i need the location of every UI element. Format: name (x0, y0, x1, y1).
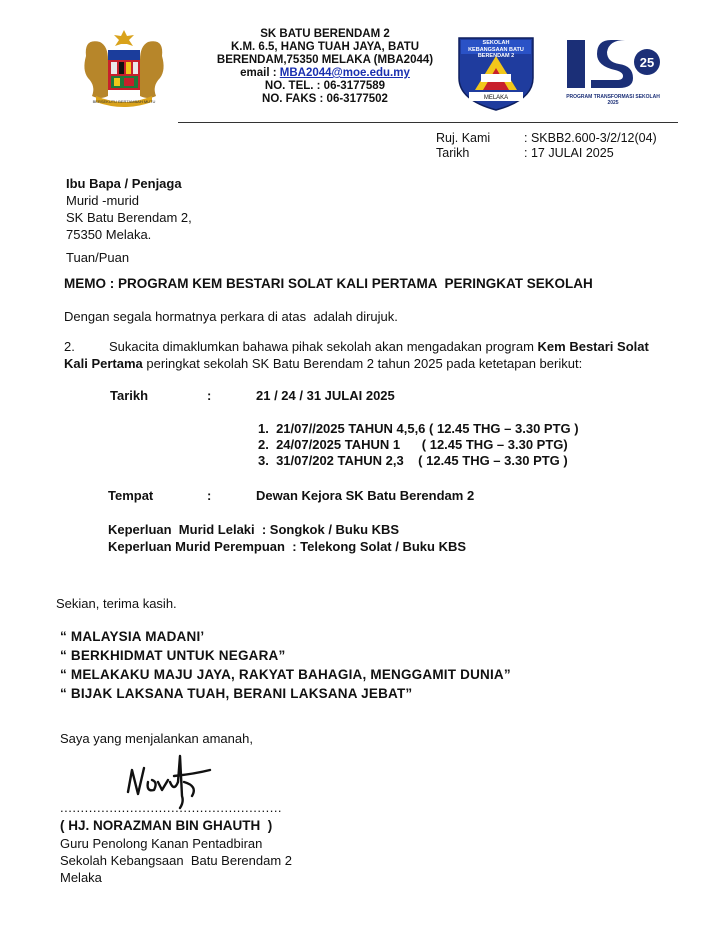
ref-ruj-label: Ruj. Kami (436, 131, 491, 145)
motto-line: “ BIJAK LAKSANA TUAH, BERANI LAKSANA JEBAT” (60, 686, 413, 701)
motto-line: “ MELAKAKU MAJU JAYA, RAKYAT BAHAGIA, MENGGAMIT DUNIA” (60, 667, 511, 682)
ref-date-label: Tarikh (436, 146, 470, 160)
schedule-place-label: Tempat (108, 488, 154, 503)
recipient-line-2: Murid -murid (66, 193, 139, 208)
paragraph-2-bold-b: Solat Kali Pertama (64, 339, 649, 371)
signature-block (60, 817, 292, 886)
school-logo (455, 34, 537, 112)
recipient-block (66, 175, 192, 243)
signature-dots: ...................................................... (60, 800, 283, 815)
paragraph-2-number: 2. (64, 339, 75, 354)
requirement-male: Keperluan Murid Lelaki : Songkok / Buku KBS (108, 522, 400, 537)
mottos (60, 627, 511, 703)
signatory-name: ( HJ. NORAZMAN BIN GHAUTH ) (60, 818, 273, 833)
school-logo-banner: SEKOLAH KEBANGSAAN BATU BERENDAM 2 (468, 40, 524, 59)
salutation: Tuan/Puan (66, 250, 130, 265)
paragraph-2-text-a: Sukacita dimaklumkan bahawa pihak sekolah akan mengadakan program (109, 339, 538, 354)
header-divider (178, 122, 678, 123)
schedule-session: 2. 24/07/2025 TAHUN 1 ( 12.45 THG – 3.30 PTG) (258, 437, 568, 452)
schedule-place-colon: : (207, 488, 212, 503)
telephone: NO. TEL. : 06-3177589 (264, 80, 386, 92)
malaysia-crest (78, 26, 170, 108)
fax: NO. FAKS : 06-3177502 (262, 93, 388, 105)
signatory-school: Sekolah Kebangsaan Batu Berendam 2 (60, 853, 293, 868)
signatory-title: Guru Penolong Kanan Pentadbiran (60, 836, 263, 851)
signatory-state: Melaka (60, 870, 102, 885)
paragraph-2-text-b: peringkat sekolah SK Batu Berendam 2 tahun 2025 pada ketetapan berikut: (142, 356, 583, 371)
closing: Sekian, terima kasih. (56, 596, 177, 611)
svg-text:BERSEKUTU BERTAMBAH MUTU: BERSEKUTU BERTAMBAH MUTU (92, 99, 156, 104)
recipient-line-1: Ibu Bapa / Penjaga (66, 176, 182, 191)
school-letterhead (190, 28, 460, 106)
recipient-line-3: SK Batu Berendam 2, (66, 210, 192, 225)
ref-ruj-value: : SKBB2.600-3/2/12(04) (524, 131, 657, 145)
program-logo (563, 32, 663, 110)
program-transformation-logo-icon (563, 32, 663, 96)
schedule-session: 1. 21/07//2025 TAHUN 4,5,6 ( 12.45 THG – 3.30 PTG ) (258, 421, 579, 436)
memo-subject: MEMO : PROGRAM KEM BESTARI SOLAT KALI PERTAMA PERINGKAT SEKOLAH (64, 276, 593, 291)
opening-line: Dengan segala hormatnya perkara di atas adalah dirujuk. (64, 309, 398, 324)
program-logo-caption: PROGRAM TRANSFORMASI SEKOLAH 2025 (566, 94, 660, 106)
motto-line: “ MALAYSIA MADANI’ (60, 629, 205, 644)
motto-line: “ BERKHIDMAT UNTUK NEGARA” (60, 648, 286, 663)
email-link[interactable]: MBA2044@moe.edu.my (279, 67, 410, 79)
address-line-1: K.M. 6.5, HANG TUAH JAYA, BATU (230, 41, 420, 53)
ref-date-value: : 17 JULAI 2025 (524, 146, 614, 160)
recipient-line-4: 75350 Melaka. (66, 227, 152, 242)
email-line (190, 67, 460, 80)
school-logo-bottom-text: MELAKA (483, 95, 509, 101)
program-logo-number: 25 (639, 55, 655, 70)
malaysia-coat-of-arms-icon (78, 26, 170, 108)
paragraph-2 (64, 338, 664, 372)
schedule-session: 3. 31/07/202 TAHUN 2,3 ( 12.45 THG – 3.30 PTG ) (258, 453, 568, 468)
schedule-date-label: Tarikh (110, 388, 149, 403)
email-label: email : (240, 67, 277, 79)
address-line-2: BERENDAM,75350 MELAKA (MBA2044) (216, 54, 434, 66)
paragraph-2-bold-a: Kem Bestari (537, 339, 614, 354)
schedule-date-value: 21 / 24 / 31 JULAI 2025 (256, 388, 395, 403)
sign-off: Saya yang menjalankan amanah, (60, 731, 253, 746)
schedule-place-value: Dewan Kejora SK Batu Berendam 2 (256, 488, 475, 503)
requirement-female: Keperluan Murid Perempuan : Telekong Solat / Buku KBS (108, 539, 467, 554)
schedule-date-colon: : (207, 388, 212, 403)
school-name: SK BATU BERENDAM 2 (260, 28, 390, 40)
